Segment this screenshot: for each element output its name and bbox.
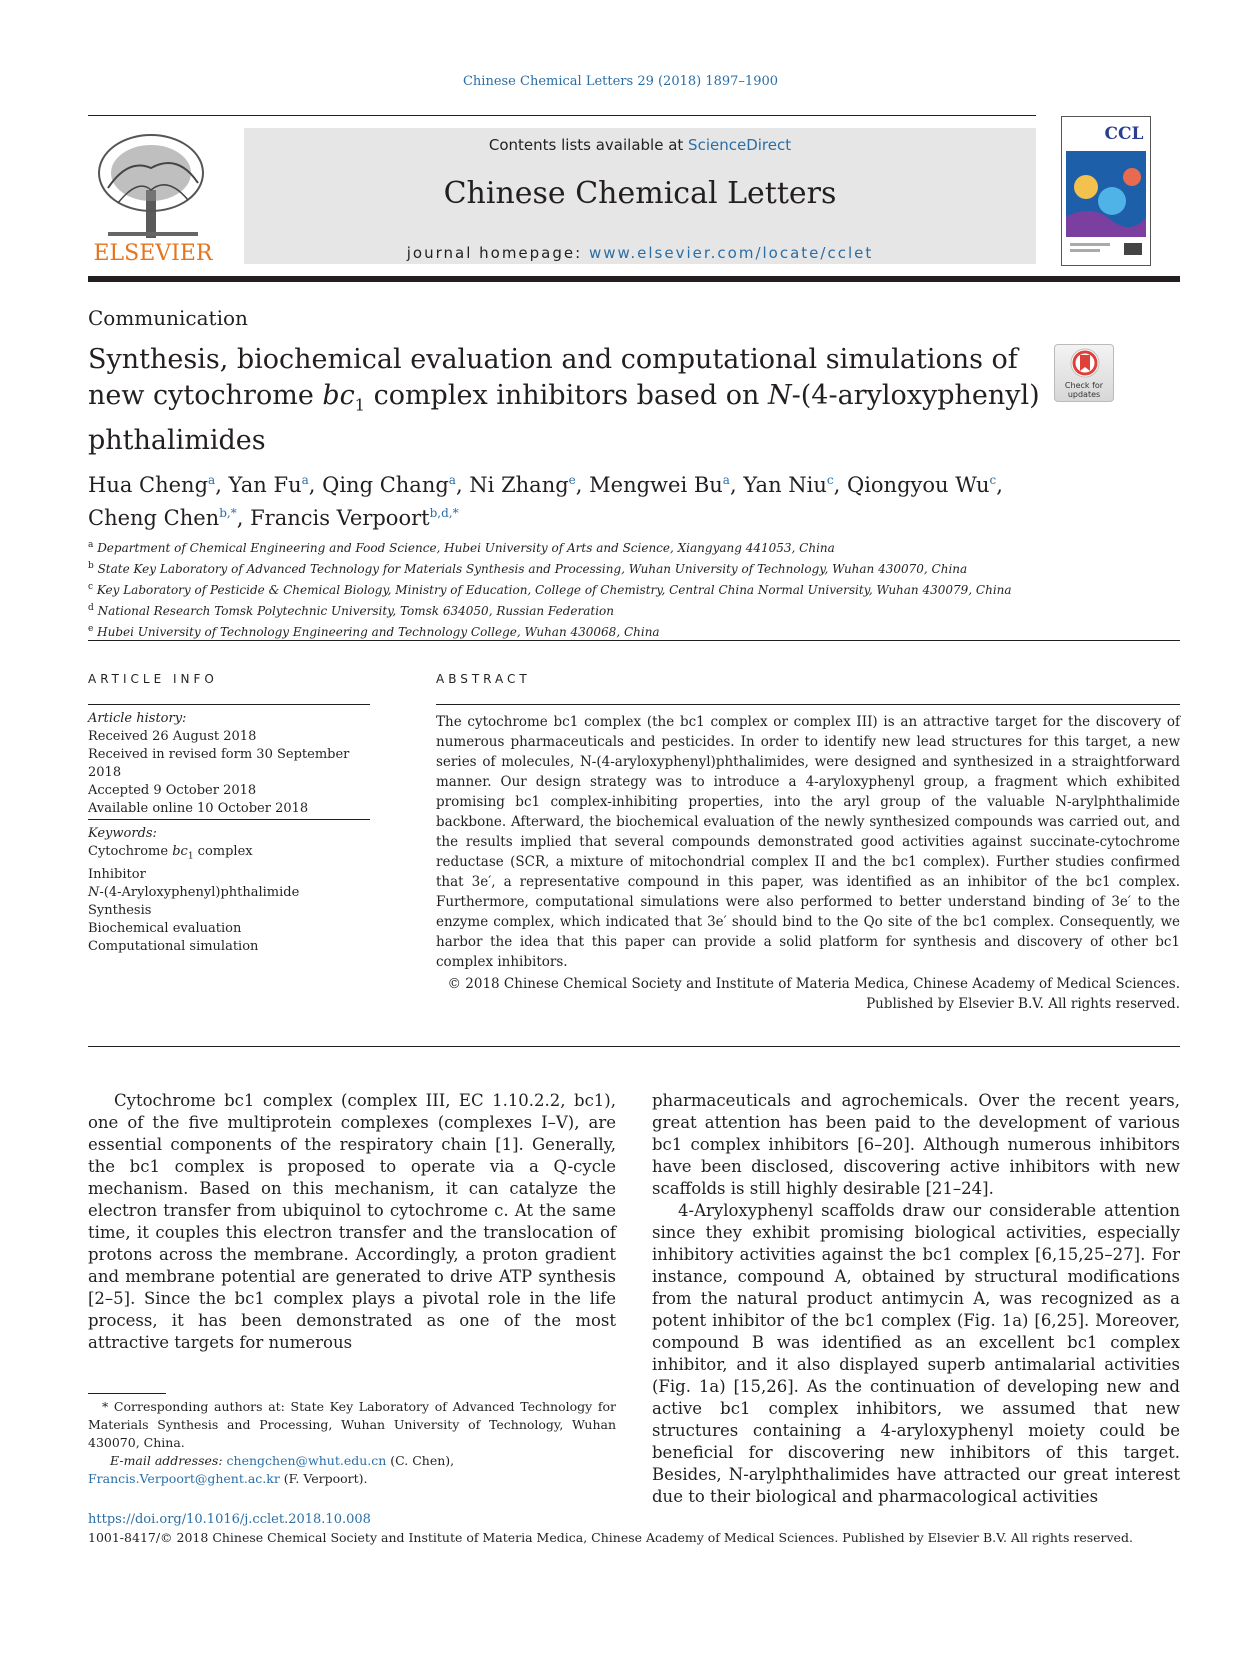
- cover-abbrev: CCL: [1104, 124, 1144, 144]
- author-name: Cheng Chen: [88, 506, 220, 530]
- abstract-bottom-rule: [88, 1046, 1180, 1047]
- affiliation-text: Key Laboratory of Pesticide & Chemical Biology, Ministry of Education, College of Chemistry, Central China Normal University, Wuhan 430079, China: [93, 583, 1012, 597]
- footnote: [88, 1398, 616, 1488]
- doi-link[interactable]: https://doi.org/10.1016/j.cclet.2018.10.008: [88, 1512, 371, 1527]
- author-name: Yan Fu: [228, 473, 302, 497]
- email-name-verpoort: (F. Verpoort).: [279, 1471, 368, 1486]
- journal-masthead: [244, 128, 1036, 264]
- sciencedirect-link[interactable]: ScienceDirect: [688, 136, 792, 154]
- keywords: [88, 825, 378, 956]
- contents-line: [244, 136, 1036, 154]
- author-affiliation-mark[interactable]: a: [208, 473, 216, 487]
- bookmark-icon: [1055, 345, 1115, 381]
- affiliation-text: Department of Chemical Engineering and Food Science, Hubei University of Arts and Science, Xiangyang 441053, China: [93, 541, 835, 555]
- author-affiliation-mark[interactable]: c: [989, 473, 997, 487]
- running-head[interactable]: Chinese Chemical Letters 29 (2018) 1897–1900: [462, 74, 779, 89]
- article-history: [88, 710, 378, 818]
- cover-image-icon: [1062, 117, 1150, 265]
- author-affiliation-mark[interactable]: c: [826, 473, 834, 487]
- copyright-line-1: © 2018 Chinese Chemical Society and Institute of Materia Medica, Chinese Academy of Medical Sciences.: [447, 976, 1180, 992]
- keywords-label: Keywords:: [88, 826, 157, 841]
- abstract-heading: ABSTRACT: [436, 672, 531, 686]
- title-line-2a: new cytochrome: [88, 380, 323, 411]
- revised-date: Received in revised form 30 September 2018: [88, 747, 350, 780]
- affiliation-item: [88, 599, 1148, 620]
- title-line-2f: -(4-aryloxyphenyl): [791, 380, 1040, 411]
- body-column-right: [652, 1090, 1180, 1508]
- author-affiliation-mark[interactable]: b,*: [219, 506, 237, 520]
- affiliation-text: National Research Tomsk Polytechnic University, Tomsk 634050, Russian Federation: [93, 604, 614, 618]
- abstract-copyright: [436, 974, 1180, 1014]
- email-note: [88, 1452, 616, 1470]
- contents-prefix: Contents lists available at: [488, 136, 689, 154]
- email-label: E-mail addresses:: [110, 1453, 227, 1468]
- history-label: Article history:: [88, 711, 187, 726]
- author-name: Mengwei Bu: [589, 473, 723, 497]
- keyword-item: Biochemical evaluation: [88, 920, 242, 936]
- abstract-rule: [436, 704, 1180, 705]
- affiliation-item: [88, 536, 1148, 557]
- article-title: [88, 342, 1048, 459]
- accepted-date: Accepted 9 October 2018: [88, 783, 257, 798]
- body-paragraph: 4-Aryloxyphenyl scaffolds draw our considerable attention since they exhibit promising biological activities, especially inhibitory activities against the bc1 complex [6,15,25–27]. For instance, compound A, obtained by structural modifications from the natural product antimycin A, was recognized as a potent inhibitor of the bc1 complex (Fig. 1a) [6,25]. Moreover, compound B was identified as an excellent bc1 complex inhibitor, and it also displayed superb antimalarial activities (Fig. 1a) [15,26]. As the continuation of developing new and active bc1 complex inhibitors, we assumed that new structures containing a 4-aryloxyphenyl moiety could be beneficial for discovering new inhibitors of this target. Besides, N-arylphthalimides have attracted our great interest due to their biological and pharmacological activities: [652, 1201, 1180, 1506]
- affiliation-mark: b: [88, 561, 94, 571]
- title-line-2c: 1: [354, 395, 365, 415]
- affiliation-list: [88, 536, 1148, 641]
- body-paragraph: pharmaceuticals and agrochemicals. Over the recent years, great attention has been paid to the development of various bc1 complex inhibitors [6–20]. Although numerous inhibitors have been disclosed, discovering active inhibitors with new scaffolds is still highly desirable [21–24].: [652, 1091, 1180, 1198]
- corresponding-note: * Corresponding authors at: State Key Laboratory of Advanced Technology for Materials Synthesis and Processing, Wuhan University of Technology, Wuhan 430070, China.: [88, 1399, 616, 1450]
- title-line-3: phthalimides: [88, 425, 266, 457]
- author-affiliation-mark[interactable]: b,d,*: [429, 506, 459, 520]
- keyword-part: -(4-Aryloxyphenyl)phthalimide: [99, 884, 300, 900]
- author-list: Hua Cheng$^a$, Yan Fu$^a$, Qing Chang$^a$, Ni Zhang$^e$, Mengwei Bu$^a$, Yan Niu$^c$, Qiongyou Wu$^c$, Cheng Chen$^{b,*}$, Francis Verpoort$^{b,d,*}$: [88, 473, 1003, 530]
- keyword-part: bc: [172, 844, 188, 859]
- author-name: Qing Chang: [322, 473, 449, 497]
- info-rule: [88, 704, 370, 705]
- online-date: Available online 10 October 2018: [88, 801, 309, 816]
- journal-name: Chinese Chemical Letters: [443, 176, 837, 211]
- keyword-part: N: [88, 884, 100, 900]
- body-column-left: [88, 1090, 616, 1354]
- author-affiliation-mark[interactable]: a: [722, 473, 730, 487]
- email-name-chen: (C. Chen),: [386, 1453, 455, 1468]
- title-line-1: Synthesis, biochemical evaluation and computational simulations of: [88, 344, 1018, 375]
- affiliation-item: [88, 620, 1148, 641]
- publisher-logo-text: ELSEVIER: [93, 241, 213, 266]
- affiliations-rule: [88, 640, 1180, 641]
- affiliation-mark: a: [88, 540, 94, 550]
- title-line-2d: complex inhibitors based on: [364, 380, 768, 411]
- affiliation-text: Hubei University of Technology Engineering and Technology College, Wuhan 430068, China: [93, 625, 660, 639]
- keyword-part: Cytochrome: [88, 844, 173, 859]
- author-name: Francis Verpoort: [250, 506, 430, 530]
- keyword-part: complex: [193, 844, 253, 859]
- author-name: Yan Niu: [743, 473, 827, 497]
- author-affiliation-mark[interactable]: a: [448, 473, 456, 487]
- author-name: Hua Cheng: [88, 473, 209, 497]
- article-type: Communication: [88, 306, 248, 330]
- affiliation-text: State Key Laboratory of Advanced Technology for Materials Synthesis and Processing, Wuhan University of Technology, Wuhan 430070, China: [93, 562, 968, 576]
- homepage-prefix: journal homepage:: [406, 244, 589, 262]
- title-line-2e: N: [767, 380, 792, 411]
- article-info-heading: ARTICLE INFO: [88, 672, 218, 686]
- keyword-item: [88, 884, 378, 902]
- info-rule: [88, 819, 370, 820]
- check-updates-label: Check for updates: [1064, 381, 1104, 399]
- body-paragraph: Cytochrome bc1 complex (complex III, EC 1.10.2.2, bc1), one of the five multiprotein complexes (complexes I–V), are essential components of the respiratory chain [1]. Generally, the bc1 complex is proposed to operate via a Q-cycle mechanism. Based on this mechanism, it can catalyze the electron transfer from ubiquinol to cytochrome c. At the same time, it couples this electron transfer and the translocation of protons across the membrane. Accordingly, a proton gradient and membrane potential are generated to drive ATP synthesis [2–5]. Since the bc1 complex plays a pivotal role in the life process, it has been demonstrated as one of the most attractive targets for numerous: [88, 1091, 616, 1352]
- keyword-part: 1: [187, 851, 194, 862]
- copyright-line-2: Published by Elsevier B.V. All rights reserved.: [866, 996, 1180, 1012]
- check-for-updates-button[interactable]: [1054, 344, 1114, 402]
- author-affiliation-mark[interactable]: e: [568, 473, 576, 487]
- publisher-logo[interactable]: [88, 128, 218, 268]
- top-rule: [88, 115, 1036, 116]
- keyword-item: Synthesis: [88, 902, 152, 918]
- email-link-chen[interactable]: chengchen@whut.edu.cn: [226, 1453, 387, 1468]
- issn-copyright-line: 1001-8417/© 2018 Chinese Chemical Society and Institute of Materia Medica, Chinese Academy of Medical Sciences. Published by Elsevier B.V. All rights reserved.: [88, 1530, 1133, 1545]
- title-line-2b: bc: [322, 380, 355, 411]
- keyword-item: Inhibitor: [88, 866, 146, 882]
- affiliation-item: [88, 578, 1148, 599]
- homepage-link[interactable]: www.elsevier.com/locate/cclet: [588, 244, 874, 262]
- affiliation-mark: d: [88, 603, 94, 613]
- footnote-rule: [88, 1393, 166, 1394]
- keyword-item: [88, 843, 378, 866]
- affiliation-item: [88, 557, 1148, 578]
- journal-cover-thumbnail[interactable]: [1061, 116, 1151, 266]
- homepage-line: [244, 244, 1036, 262]
- email-link-verpoort[interactable]: Francis.Verpoort@ghent.ac.kr: [88, 1471, 280, 1486]
- author-affiliation-mark[interactable]: a: [301, 473, 309, 487]
- header-thick-rule: [88, 276, 1180, 282]
- keyword-item: Computational simulation: [88, 938, 259, 954]
- received-date: Received 26 August 2018: [88, 729, 257, 744]
- abstract-text: The cytochrome bc1 complex (the bc1 complex or complex III) is an attractive target for the discovery of numerous pharmaceuticals and pesticides. In order to identify new lead structures for this target, a new series of molecules, N-(4-aryloxyphenyl)phthalimides, were designed and synthesized in a straightforward manner. Our design strategy was to introduce a 4-aryloxyphenyl group, a fragment which exhibited promising bc1 complex-inhibiting properties, into the aryl group of the valuable N-arylphthalimide backbone. Afterward, the biochemical evaluation of the newly synthesized compounds was carried out, and the results implied that several compounds demonstrated good activities against succinate-cytochrome reductase (SCR, a mixture of mitochondrial complex II and the bc1 complex). Further studies confirmed that 3e′, a representative compound in this paper, was identified as an inhibitor of the bc1 complex. Furthermore, computational simulations were also performed to better understand binding of 3e′ to the enzyme complex, which indicated that 3e′ should bind to the Qo site of the bc1 complex. Consequently, we harbor the idea that this paper can provide a solid platform for synthesis and discovery of other bc1 complex inhibitors.: [436, 714, 1180, 970]
- author-name: Ni Zhang: [469, 473, 569, 497]
- affiliation-mark: c: [88, 582, 94, 592]
- email-note-2: [88, 1470, 616, 1488]
- tree-logo-icon: [88, 128, 218, 268]
- author-name: Qiongyou Wu: [846, 473, 990, 497]
- affiliation-mark: e: [88, 624, 94, 634]
